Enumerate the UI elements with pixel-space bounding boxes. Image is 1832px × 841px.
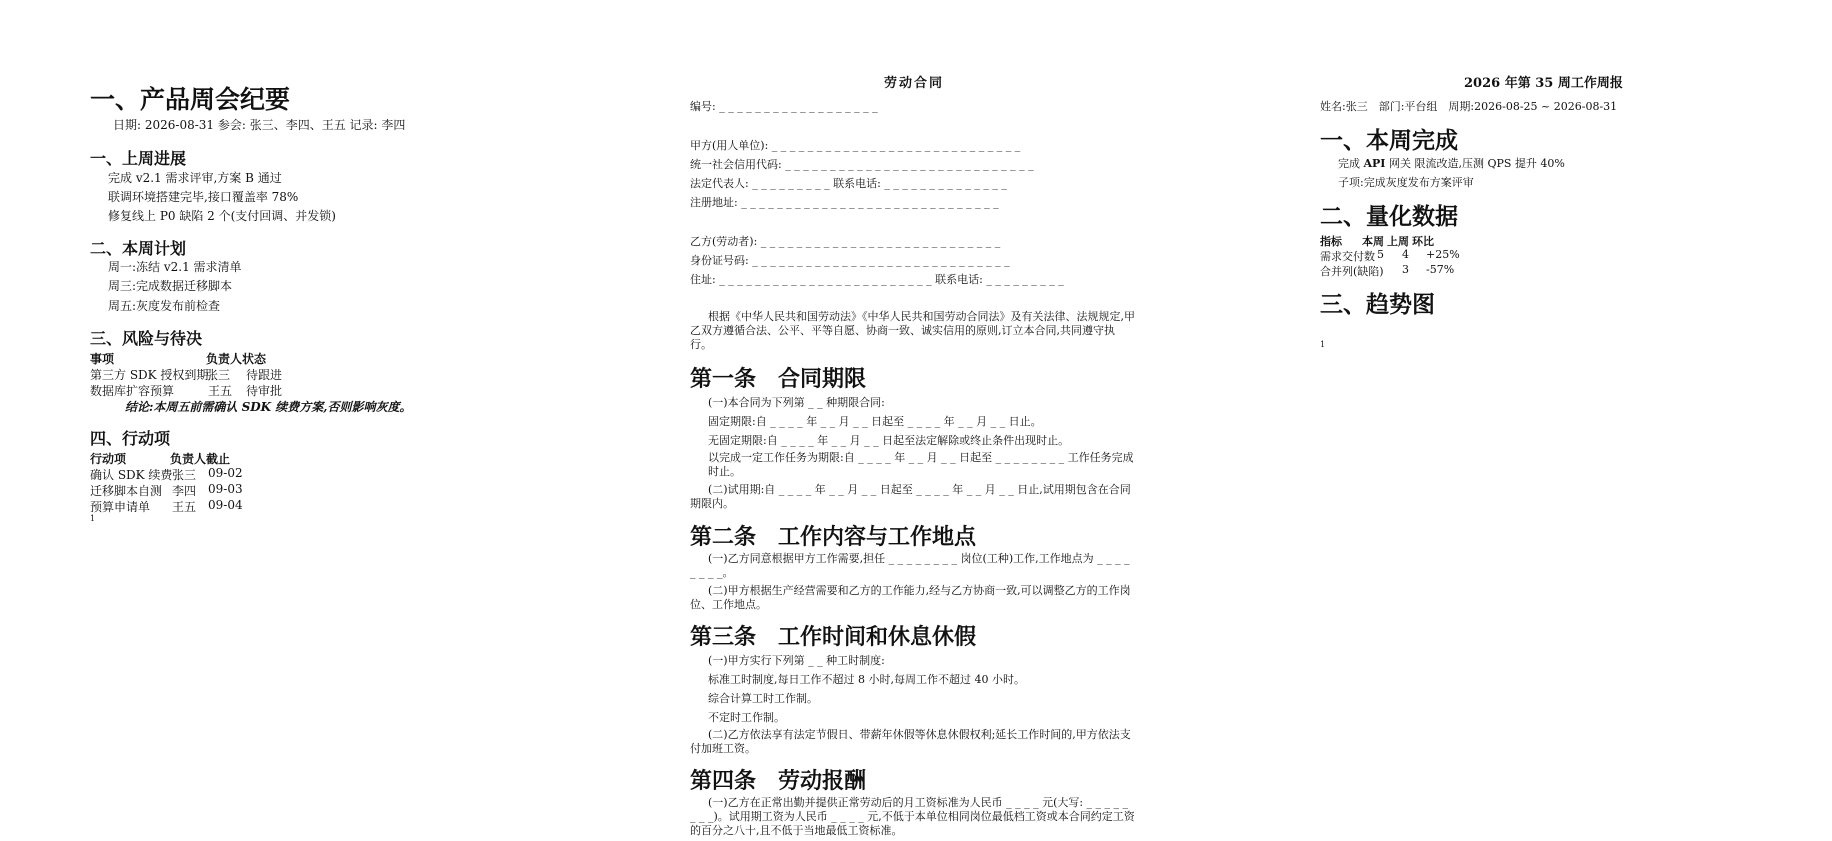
report-meta: 姓名:张三 部门:平台组 周期:2026-08-25 ~ 2026-08-31 [1320,100,1618,113]
article-title: 第四条 劳动报酬 [690,768,867,794]
contract-preamble: 根据《中华人民共和国劳动法》《中华人民共和国劳动合同法》及有关法律、法规规定,甲乙双方遵循合法、公平、平等自愿、协商一致、诚实信用的原则,订立本合同,共同遵守执行。 [690,310,1135,351]
credit-code-field: 统一社会信用代码: _ _ _ _ _ _ _ _ _ _ _ _ _ _ _ _ _ _ _ _ _ _ _ _ _ _ _ _ [690,158,1034,171]
page-number: 1 [90,514,96,523]
table-cell: 李四 [172,484,197,498]
table-cell: 09-02 [208,466,243,480]
list-item-text: 网关 限流改造,压测 QPS 提升 40% [1385,157,1565,170]
clause: (一)乙方同意根据甲方工作需要,担任 _ _ _ _ _ _ _ _ 岗位(工种)工作,工作地点为 _ _ _ _ _ _ _ _。 [690,552,1130,579]
table-cell: 张三 [206,368,231,382]
legal-rep-field: 法定代表人: _ _ _ _ _ _ _ _ _ 联系电话: _ _ _ _ _ _ _ _ _ _ _ _ _ _ [690,177,1007,190]
table-cell: +25% [1426,248,1460,261]
clause: (二)乙方依法享有法定节假日、带薪年休假等休息休假权利;延长工作时间的,甲方依法支付加班工资。 [690,728,1131,755]
table-cell: 王五 [172,500,197,514]
meeting-meta: 日期: 2026-08-31 参会: 张三、李四、王五 记录: 李四 [113,118,406,132]
list-item: 周五:灰度发布前检查 [108,299,221,313]
table-cell: 待审批 [246,384,283,398]
article-title: 第一条 合同期限 [690,366,867,392]
table-header-cell: 行动项 [90,452,127,466]
clause: 综合计算工时工作制。 [708,692,818,705]
list-item: 完成 v2.1 需求评审,方案 B 通过 [108,171,282,185]
clause: (二)甲方根据生产经营需要和乙方的工作能力,经与乙方协商一致,可以调整乙方的工作岗位、工作地点。 [690,584,1131,611]
list-item: 修复线上 P0 缺陷 2 个(支付回调、并发锁) [108,209,336,223]
clause: 无固定期限:自 _ _ _ _ 年 _ _ 月 _ _ 日起至法定解除或终止条件出现时止。 [708,434,1070,447]
party-b-field: 乙方(劳动者): _ _ _ _ _ _ _ _ _ _ _ _ _ _ _ _ _ _ _ _ _ _ _ _ _ _ _ [690,235,1001,248]
clause: (一)本合同为下列第 _ _ 种期限合同: [708,396,885,409]
table-cell: 待跟进 [246,368,283,382]
table-cell: 5 [1377,248,1384,261]
table-cell: 王五 [208,384,233,398]
list-item: 周一:冻结 v2.1 需求清单 [108,260,242,274]
clause: 固定期限:自 _ _ _ _ 年 _ _ 月 _ _ 日起至 _ _ _ _ 年 _ _ 月 _ _ 日止。 [708,415,1042,428]
clause: (二)试用期:自 _ _ _ _ 年 _ _ 月 _ _ 日起至 _ _ _ _ 年 _ _ 月 _ _ 日止,试用期包含在合同期限内。 [690,483,1131,510]
table-header-cell: 负责人 [170,452,207,466]
clause: (一)乙方在正常出勤并提供正常劳动后的月工资标准为人民币 _ _ _ _ 元(大写: _ _ _ _ _ _ _ _)。试用期工资为人民币 _ _ _ _ 元,不低于本单位相同岗位最低档工资或本合同约定工资的百分之八十,且不低于当地最低工资标准。 [690,796,1135,837]
section-heading: 一、本周完成 [1320,127,1458,154]
registered-address-field: 注册地址: _ _ _ _ _ _ _ _ _ _ _ _ _ _ _ _ _ _ _ _ _ _ _ _ _ _ _ _ _ [690,196,999,209]
section-heading: 一、上周进展 [90,149,187,168]
id-number-field: 身份证号码: _ _ _ _ _ _ _ _ _ _ _ _ _ _ _ _ _ _ _ _ _ _ _ _ _ _ _ _ _ [690,254,1010,267]
table-header-cell: 本周 [1362,235,1384,248]
table-cell: 预算申请单 [90,500,151,514]
section-heading: 三、风险与待决 [90,329,203,348]
table-cell: 确认 SDK 续费 [90,468,173,482]
section-heading: 三、趋势图 [1320,291,1435,318]
party-a-field: 甲方(用人单位): _ _ _ _ _ _ _ _ _ _ _ _ _ _ _ _ _ _ _ _ _ _ _ _ _ _ _ _ [690,139,1021,152]
table-cell: 3 [1402,263,1409,276]
article-title: 第三条 工作时间和休息休假 [690,624,977,650]
list-item: 周三:完成数据迁移脚本 [108,279,233,293]
table-header-cell: 截止 [206,452,231,466]
list-item: 子项:完成灰度发布方案评审 [1338,176,1474,189]
clause: 不定时工作制。 [708,711,785,724]
clause: 标准工时制度,每日工作不超过 8 小时,每周工作不超过 40 小时。 [708,673,1025,686]
contract-number-field: 编号: _ _ _ _ _ _ _ _ _ _ _ _ _ _ _ _ _ _ [690,100,878,113]
list-item-text: 完成 [1338,157,1364,170]
table-header-cell: 上周 [1387,235,1409,248]
list-item [1338,155,1565,171]
table-cell: 09-04 [208,498,243,512]
table-cell: 第三方 SDK 授权到期 [90,368,209,382]
section-heading: 二、本周计划 [90,239,187,258]
table-header-cell: 事项 [90,352,115,366]
table-cell: 需求交付数 [1320,250,1375,263]
address-field: 住址: _ _ _ _ _ _ _ _ _ _ _ _ _ _ _ _ _ _ _ _ _ _ _ _ 联系电话: _ _ _ _ _ _ _ _ _ [690,273,1064,286]
page-title: 一、产品周会纪要 [90,85,291,114]
table-header-cell: 状态 [242,352,267,366]
table-cell: 张三 [172,468,197,482]
article-title: 第二条 工作内容与工作地点 [690,524,977,550]
table-cell: 数据库扩容预算 [90,384,175,398]
clause: (一)甲方实行下列第 _ _ 种工时制度: [708,654,885,667]
list-item: 联调环境搭建完毕,接口覆盖率 78% [108,190,299,204]
table-header-cell: 指标 [1320,235,1342,248]
contract-title: 劳动合同 [884,76,945,91]
table-header-cell: 环比 [1412,235,1434,248]
list-item-emphasis: API [1363,157,1386,170]
risk-conclusion: 结论:本周五前需确认 SDK 续费方案,否则影响灰度。 [125,400,412,414]
table-cell: 合并列(缺陷) [1320,265,1384,278]
clause: 以完成一定工作任务为期限:自 _ _ _ _ 年 _ _ 月 _ _ 日起至 _ _ _ _ _ _ _ _ 工作任务完成时止。 [708,451,1134,478]
section-heading: 二、量化数据 [1320,203,1458,230]
table-cell: -57% [1426,263,1455,276]
table-cell: 09-03 [208,482,243,496]
table-cell: 迁移脚本自测 [90,484,163,498]
section-heading: 四、行动项 [90,429,171,448]
report-title: 2026 年第 35 周工作周报 [1464,76,1623,91]
table-cell: 4 [1402,248,1409,261]
page-number: 1 [1320,340,1326,349]
table-header-cell: 负责人 [206,352,243,366]
